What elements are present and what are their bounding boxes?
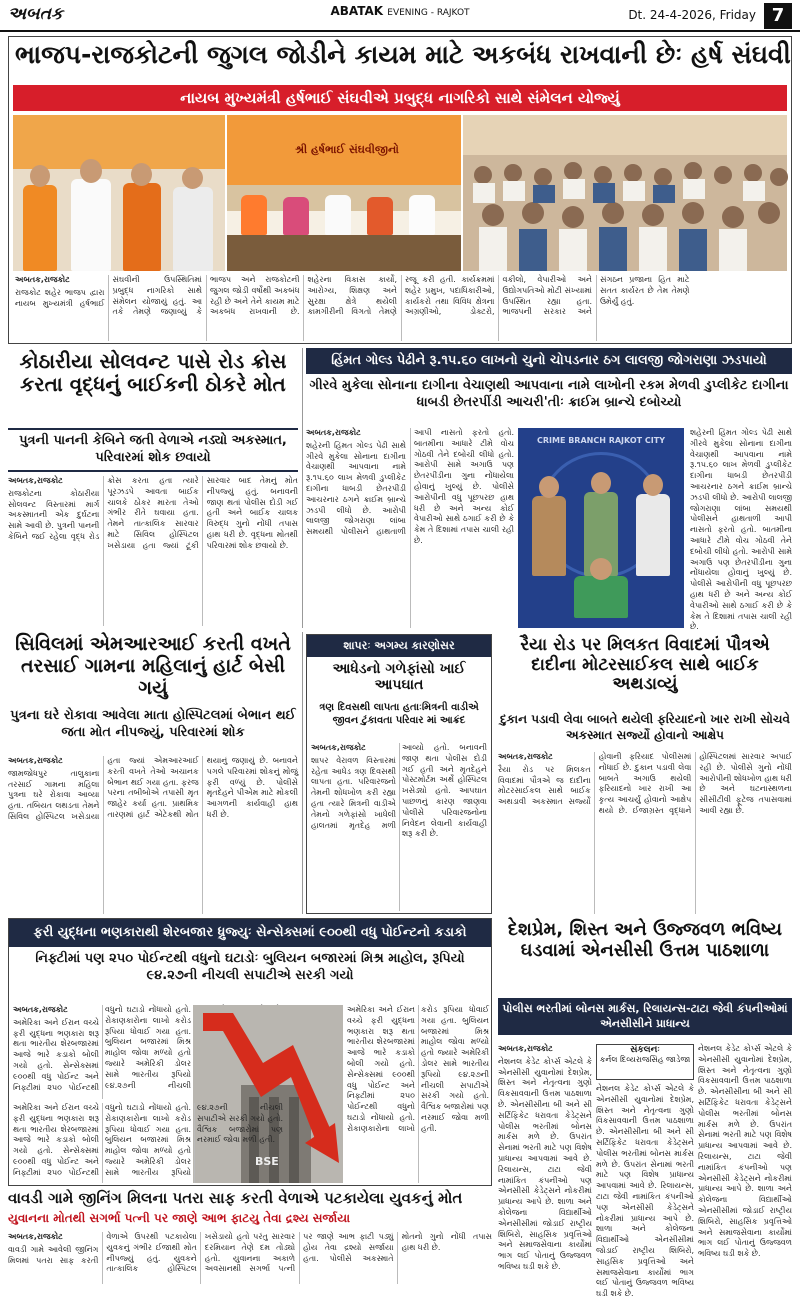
gold-headline: હિંમત ગોલ્ડ પેઢીને રૂ.૧૫.૬૦ લાખનો ચુનો ચોપડનાર ઠગ લાલજી જોગરાણા ઝડપાયો [306,348,792,374]
market-subhead: નિફ્ટીમાં પણ ૨૫૦ પોઈન્ટથી વધુનો ઘટાડોઃ બુલિયન બજારમાં મિશ્ર માહોલ, રૂપિયો ૯૪.૨૭ની નીચલી સપાટીએ સરકી ગયો [35,951,465,983]
shapar-subhead: ત્રણ દિવસથી લાપતા હતાઃમિત્રની વાડીએ જીવન ટુંકાવતા પરિવાર માં આક્રંદ [319,702,479,726]
lead-photo-felicitation [13,115,225,271]
stage-banner-text: શ્રી હર્ષભાઈ સંઘવીજીનો [295,143,399,156]
ncc-body-right [698,1044,792,1282]
civil-subhead: પુત્રના ઘરે રોકાવા આવેલા માતા હોસ્પિટલમાં બેભાન થઈ જતા મોત નીપજ્યું, પરિવારમાં શોક [10,708,296,740]
lead-story [8,36,792,344]
market-body-continued [347,1005,489,1183]
newspaper-logo: અબતક [8,4,63,24]
gold-byline: અબતક,રાજકોટ [306,428,361,437]
audience-crowd [463,115,787,271]
story-shapar [306,634,492,914]
gold-body-text-2: શહેરની હિંમત ગોલ્ડ પેઢી સાથે ગીરવે મુકેલા સોનાના દાગીના વેચાણથી આપવાના નામે રૂ.૧૫.૬૦ લાખ મેળવી ડુપ્લીકેટ દાગીના ધાબડી છેતરપીંડી આચરનાર ઠગને ક્રાઈમ બ્રાન્ચે ઝડપી લીધો છે. આરોપી લાલજી જોગરાણા લાંબા સમયથી પોલીસને હાથતાળી આપી નાસતો ફરતો હતો. બાતમીના આધારે ટીમે વોચ ગોઠવી તેને દબોચી લીધો હતો. આરોપી સામે અગાઉ પણ છેતરપીંડીના ગુના નોંધાયેલા હોવાનું ખુલ્યું છે. પોલીસે આરોપીની વધુ પૂછપરછ હાથ ધરી છે અને અન્ય કોઈ વેપારીઓ સાથે ઠગાઈ કરી છે કે કેમ તે દિશામાં તપાસ ચાલી રહી છે. [690,428,792,632]
gold-body [306,428,514,628]
civil-headline: સિવિલમાં એમઆરઆઈ કરતી વખતે તરસાઈ ગામના મહિલાનું હાર્ટ બેસી ગયું [15,633,291,699]
lead-body-text: રાજકોટ શહેર ભાજપ દ્વારા નાયબ મુખ્યમંત્રી હર્ષભાઈ સંઘવીની ઉપસ્થિતિમાં પ્રબુદ્ધ નાગરિકો સાથે સંમેલન યોજાયું હતું. આ તકે તેમણે જણાવ્યું કે ભાજપ અને રાજકોટની જુગલ જોડી વર્ષોથી અકબંધ રહી છે અને તેને કાયમ માટે અકબંધ રાખવાની છે. શહેરના વિકાસ કાર્યો, આરોગ્ય, શિક્ષણ અને સુરક્ષા ક્ષેત્રે થયેલી કામગીરીની વિગતો તેમણે રજૂ કરી હતી. કાર્યક્રમમાં શહેર પ્રમુખ, પદાધિકારીઓ, કાર્યકરો તથા વિવિધ ક્ષેત્રના અગ્રણીઓ, ડોક્ટરો, વકીલો, વેપારીઓ અને ઉદ્યોગપતિઓ મોટી સંખ્યામાં ઉપસ્થિત રહ્યા હતા. ભાજપની સરકાર અને સંગઠન પ્રજાના હિત માટે સતત કાર્યરત છે તેમ તેમણે ઉમેર્યું હતું. [15,275,690,317]
column-divider [302,632,303,914]
story-raiya-road [498,634,792,914]
lead-photo-audience [463,115,787,271]
ncc-body-text-2: નેશનલ કેડેટ કોર્પ્સ એટલે કે એનસીસી યુવાનોમાં દેશપ્રેમ, શિસ્ત અને નેતૃત્વના ગુણો વિકસાવવાની ઉત્તમ પાઠશાળા છે. એનસીસીના બી અને સી સર્ટિફિકેટ ધરાવતા કેડેટ્સને પોલીસ ભરતીમાં બોનસ માર્કસ મળે છે. ઉપરાંત સેનામાં ભરતી માટે પણ વિશેષ પ્રાધાન્ય આપવામાં આવે છે. રિલાયન્સ, ટાટા જેવી નામાંકિત કંપનીઓ પણ એનસીસી કેડેટ્સને નોકરીમાં પ્રાધાન્ય આપે છે. શાળા અને કોલેજના વિદ્યાર્થીઓ એનસીસીમાં જોડાઈ રાષ્ટ્રીય શિબિરો, સાહસિક પ્રવૃત્તિઓ અને સમાજસેવાના કાર્યોમાં ભાગ લઈ પોતાનું ઉજ્જવળ ભવિષ્ય ઘડી શકે છે. [596,1084,694,1299]
shapar-body-text: શાપર વેરાવળ વિસ્તારમાં રહેતા આધેડ ત્રણ દિવસથી લાપતા હતા. પરિવારજનો તેમની શોધખોળ કરી રહ્યા હતા ત્યારે મિત્રની વાડીએ તેમનો ગળેફાંસો ખાધેલી હાલતમાં મૃતદેહ મળી આવ્યો હતો. બનાવની જાણ થતા પોલીસ દોડી ગઈ હતી અને મૃતદેહને પોસ્ટમોર્ટમ અર્થે હોસ્પિટલ ખસેડ્યો હતો. આપઘાત પાછળનું કારણ જાણવા પોલીસે પરિવારજનોના નિવેદન લેવાની કાર્યવાહી શરૂ કરી છે. [311,743,487,839]
kothariya-headline: કોઠારીયા સોલવન્ટ પાસે રોડ ક્રોસ કરતા વૃદ્ધનું બાઈકની ઠોકરે મોત [19,349,287,396]
photo-backdrop [13,115,225,169]
vavdi-body-text: વાવડી ગામે આવેલી જીનિંગ મિલમાં પતરા સાફ કરતી વેળાએ ઉપરથી પટકાયેલા યુવકનું ગંભીર ઈજાથી મોત નીપજ્યું હતું. યુવકને તાત્કાલિક હોસ્પિટલ ખસેડાયો હતો પરંતુ સારવાર દરમિયાન તેણે દમ તોડ્યો હતો. યુવાનના અકાળે અવસાનથી સગર્ભા પત્ની પર જાણે આભ ફાટી પડ્યું હોય તેવા દ્રશ્યો સર્જાયા હતા. પોલીસે અકસ્માતે મોતનો ગુનો નોંધી તપાસ હાથ ધરી છે. [8,1232,492,1274]
vavdi-byline: અબતક,રાજકોટ [8,1232,63,1241]
vavdi-body [8,1232,492,1284]
market-headline: ફરી યુદ્ધના ભણકારાથી શેરબજાર ધ્રુજ્યુઃ સેન્સેક્સમાં ૯૦૦થી વધુ પોઈન્ટનો કડાકો [9,919,491,947]
story-vavdi [8,1190,492,1286]
civil-body-text: જામજોધપુર તાલુકાના તરસાઈ ગામના મહિલા પુત્રના ઘરે રોકાવા આવ્યા હતા. તબિયત લથડતા તેમને સિવિલ હોસ્પિટલ ખસેડાયા હતા જ્યાં એમઆરઆઈ કરતી વખતે તેઓ અચાનક બેભાન થઈ ગયા હતા. ફરજ પરના તબીબોએ તપાસી મૃત જાહેર કર્યા હતા. પ્રાથમિક તારણમાં હાર્ટ એટેકથી મોત થયાનું જણાયું છે. બનાવને પગલે પરિવારમાં શોકનું મોજું ફરી વળ્યું છે. પોલીસે મૃતદેહને પીએમ માટે મોકલી આગળની કાર્યવાહી હાથ ધરી છે. [8,756,298,821]
kothariya-byline: અબતક,રાજકોટ [8,476,63,485]
dateline: Dt. 24-4-2026, Friday [628,8,756,22]
story-stock-market [8,918,492,1186]
masthead [300,4,500,18]
crime-branch-sign: CRIME BRANCH RAJKOT CITY [536,436,666,445]
kothariya-subhead: પુત્રની પાનની કેબિને જતી વેળાએ નડ્યો અકસ્માત, પરિવારમાં શોક છવાયો [8,428,298,472]
ncc-body-middle [596,1084,694,1299]
lead-photo-stage [227,115,461,271]
civil-body [8,756,298,914]
shapar-headline: આધેડનો ગળેફાંસો ખાઈ આપઘાત [332,661,466,694]
shapar-kicker: શાપરઃ અગમ્ય કારણોસર [307,635,491,657]
gold-body-text: શહેરની હિંમત ગોલ્ડ પેઢી સાથે ગીરવે મુકેલા સોનાના દાગીના વેચાણથી આપવાના નામે રૂ.૧૫.૬૦ લાખ મેળવી ડુપ્લીકેટ દાગીના ધાબડી છેતરપીંડી આચરનાર ઠગને ક્રાઈમ બ્રાન્ચે ઝડપી લીધો છે. આરોપી લાલજી જોગરાણા લાંબા સમયથી પોલીસને હાથતાળી આપી નાસતો ફરતો હતો. બાતમીના આધારે ટીમે વોચ ગોઠવી તેને દબોચી લીધો હતો. આરોપી સામે અગાઉ પણ છેતરપીંડીના ગુના નોંધાયેલા હોવાનું ખુલ્યું છે. પોલીસે આરોપીની વધુ પૂછપરછ હાથ ધરી છે અને અન્ય કોઈ વેપારીઓ સાથે ઠગાઈ કરી છે કે કેમ તે દિશામાં તપાસ ચાલી રહી છે. [306,428,514,545]
raiya-headline: રૈયા રોડ પર મિલકત વિવાદમાં પૌત્રએ દાદીના મોટરસાઈકલ સાથે બાઈક અથડાવ્યું [520,635,770,695]
ncc-credit-box [596,1044,694,1080]
shapar-body [311,743,487,911]
gold-photo-accused [518,428,684,628]
ncc-body-text-3: નેશનલ કેડેટ કોર્પ્સ એટલે કે એનસીસી યુવાનોમાં દેશપ્રેમ, શિસ્ત અને નેતૃત્વના ગુણો વિકસાવવાની ઉત્તમ પાઠશાળા છે. એનસીસીના બી અને સી સર્ટિફિકેટ ધરાવતા કેડેટ્સને પોલીસ ભરતીમાં બોનસ માર્કસ મળે છે. ઉપરાંત સેનામાં ભરતી માટે પણ વિશેષ પ્રાધાન્ય આપવામાં આવે છે. રિલાયન્સ, ટાટા જેવી નામાંકિત કંપનીઓ પણ એનસીસી કેડેટ્સને નોકરીમાં પ્રાધાન્ય આપે છે. શાળા અને કોલેજના વિદ્યાર્થીઓ એનસીસીમાં જોડાઈ રાષ્ટ્રીય શિબિરો, સાહસિક પ્રવૃત્તિઓ અને સમાજસેવાના કાર્યોમાં ભાગ લઈ પોતાનું ઉજ્જવળ ભવિષ્ય ઘડી શકે છે. [698,1044,792,1259]
raiya-body-text: રૈયા રોડ પર મિલકત વિવાદમાં પૌત્રએ જ દાદીના મોટરસાઈકલ સાથે બાઈક અથડાવી અકસ્માત સર્જ્યો હોવાની ફરિયાદ પોલીસમાં નોંધાઈ છે. દુકાન પડાવી લેવા બાબતે અગાઉ થયેલી ફરિયાદનો ખાર રાખી આ કૃત્ય આચર્યું હોવાનો આક્ષેપ થયો છે. ઈજાગ્રસ્ત વૃદ્ધાને હોસ્પિટલમાં સારવાર અપાઈ રહી છે. પોલીસે ગુનો નોંધી આરોપીની શોધખોળ હાથ ધરી છે અને ઘટનાસ્થળના સીસીટીવી ફૂટેજ તપાસવામાં આવી રહ્યા છે. [498,752,792,815]
kothariya-body-text: રાજકોટના કોઠારીયા સોલવન્ટ વિસ્તારમાં માર્ગ અકસ્માતની એક દુર્ઘટના સામે આવી છે. પુત્રની પાનની કેબિને જઈ રહેલા વૃદ્ધ રોડ ક્રોસ કરતા હતા ત્યારે પૂરઝડપે આવતા બાઈક ચાલકે ઠોકર મારતા તેઓ ગંભીર રીતે ઘવાયા હતા. તેમને તાત્કાલિક સારવાર માટે સિવિલ હોસ્પિટલ ખસેડાયા હતા જ્યાં ટૂંકી સારવાર બાદ તેમનું મોત નીપજ્યું હતું. બનાવની જાણ થતાં પોલીસ દોડી ગઈ હતી અને બાઈક ચાલક વિરુદ્ધ ગુનો નોંધી તપાસ હાથ ધરી છે. વૃદ્ધના મોતથી પરિવારમાં શોક છવાયો છે. [8,476,298,550]
raiya-subhead: દુકાન પડાવી લેવા બાબતે થયેલી ફરિયાદનો ખાર રાખી સોચવે અકસ્માત સર્જ્યો હોવાનો આક્ષેપ [499,712,791,742]
gold-subhead: ગીરવે મુકેલા સોનાના દાગીના વેચાણથી આપવાના નામે લાખોની રકમ મેળવી ડુપ્લીકેટ દાગીના ધાબડી છેતરપીંડી આચરી'તીઃ ક્રાઈમ બ્રાન્ચે દબોચ્યો [309,378,789,410]
civil-byline: અબતક,રાજકોટ [8,756,63,765]
shapar-byline: અબતક,રાજકોટ [311,743,366,752]
story-gold-fraud [306,348,792,632]
column-divider [302,348,303,628]
gold-body-continued [690,428,792,632]
page-header [0,0,800,32]
vavdi-subhead: યુવાનના મોતથી સગર્ભા પત્ની પર જાણે આભ ફાટયુ તેવા દ્રશ્ય સર્જાયા [8,1211,351,1225]
ncc-subhead: પોલીસ ભરતીમાં બોનસ માર્કસ, રિલાયન્સ-ટાટા જેવી કંપનીઓમાં એનસીસીને પ્રાધાન્ય [498,998,792,1035]
masthead-title: ABATAK [330,4,384,18]
story-civil-mri [8,632,298,914]
market-body-text: અમેરિકા અને ઈરાન વચ્ચે ફરી યુદ્ધના ભણકારા શરૂ થતા ભારતીય શેરબજારમાં આજે ભારે કડાકો બોલી ગયો હતો. સેન્સેક્સમાં ૯૦૦થી વધુ પોઈન્ટ અને નિફ્ટીમાં ૨૫૦ પોઈન્ટથી વધુનો ઘટાડો નોંધાયો હતો. રોકાણકારોના લાખો કરોડ રૂપિયા ધોવાઈ ગયા હતા. બુલિયન બજારમાં મિશ્ર માહોલ જોવા મળ્યો હતો જ્યારે અમેરિકી ડોલર સામે ભારતીય રૂપિયો ૯૪.૨૭ની નીચલી [13,1005,191,1092]
kothariya-body [8,476,298,626]
story-ncc [498,918,792,1299]
market-body-text-3: અમેરિકા અને ઈરાન વચ્ચે ફરી યુદ્ધના ભણકારા શરૂ થતા ભારતીય શેરબજારમાં આજે ભારે કડાકો બોલી ગયો હતો. સેન્સેક્સમાં ૯૦૦થી વધુ પોઈન્ટ અને નિફ્ટીમાં ૨૫૦ પોઈન્ટથી વધુનો ઘટાડો નોંધાયો હતો. રોકાણકારોના લાખો કરોડ રૂપિયા ધોવાઈ ગયા હતા. બુલિયન બજારમાં મિશ્ર માહોલ જોવા મળ્યો હતો જ્યારે અમેરિકી ડોલર સામે ભારતીય રૂપિયો ૯૪.૨૭ની નીચલી સપાટીએ સરકી ગયો હતો. વૈશ્વિક બજારોમાં પણ નરમાઈ જોવા મળી હતી. [13,1103,283,1177]
lead-headline: ભાજપ-રાજકોટની જુગલ જોડીને કાયમ માટે અકબંધ રાખવાની છેઃ હર્ષ સંઘવી [15,40,791,69]
lead-subhead: નાયબ મુખ્યમંત્રી હર્ષભાઈ સંઘવીએ પ્રબુદ્ધ નાગરિકો સાથે સંમેલન યોજ્યું [13,85,787,111]
ncc-body [498,1044,592,1282]
market-graphic [193,1005,343,1183]
ncc-body-text: નેશનલ કેડેટ કોર્પ્સ એટલે કે એનસીસી યુવાનોમાં દેશપ્રેમ, શિસ્ત અને નેતૃત્વના ગુણો વિકસાવવાની ઉત્તમ પાઠશાળા છે. એનસીસીના બી અને સી સર્ટિફિકેટ ધરાવતા કેડેટ્સને પોલીસ ભરતીમાં બોનસ માર્કસ મળે છે. ઉપરાંત સેનામાં ભરતી માટે પણ વિશેષ પ્રાધાન્ય આપવામાં આવે છે. રિલાયન્સ, ટાટા જેવી નામાંકિત કંપનીઓ પણ એનસીસી કેડેટ્સને નોકરીમાં પ્રાધાન્ય આપે છે. શાળા અને કોલેજના વિદ્યાર્થીઓ એનસીસીમાં જોડાઈ રાષ્ટ્રીય શિબિરો, સાહસિક પ્રવૃત્તિઓ અને સમાજસેવાના કાર્યોમાં ભાગ લઈ પોતાનું ઉજ્જવળ ભવિષ્ય ઘડી શકે છે. [498,1056,592,1271]
masthead-edition: EVENING - RAJKOT [387,8,470,18]
page-number: 7 [764,3,792,29]
ncc-headline: દેશપ્રેમ, શિસ્ત અને ઉજ્જવળ ભવિષ્ય ઘડવામાં એનસીસી ઉત્તમ પાઠશાળા [507,919,783,961]
ncc-byline: અબતક,રાજકોટ [498,1044,553,1053]
raiya-byline: અબતક,રાજકોટ [498,752,553,761]
market-body [13,1005,191,1099]
story-kothariya [8,348,298,626]
ncc-credit-title: સંકલનઃ [630,1045,660,1055]
lead-body [15,275,787,341]
raiya-body [498,752,792,914]
market-body-text-2: અમેરિકા અને ઈરાન વચ્ચે ફરી યુદ્ધના ભણકારા શરૂ થતા ભારતીય શેરબજારમાં આજે ભારે કડાકો બોલી ગયો હતો. સેન્સેક્સમાં ૯૦૦થી વધુ પોઈન્ટ અને નિફ્ટીમાં ૨૫૦ પોઈન્ટથી વધુનો ઘટાડો નોંધાયો હતો. રોકાણકારોના લાખો કરોડ રૂપિયા ધોવાઈ ગયા હતા. બુલિયન બજારમાં મિશ્ર માહોલ જોવા મળ્યો હતો જ્યારે અમેરિકી ડોલર સામે ભારતીય રૂપિયો ૯૪.૨૭ની નીચલી સપાટીએ સરકી ગયો હતો. વૈશ્વિક બજારોમાં પણ નરમાઈ જોવા મળી હતી. [347,1005,489,1133]
lead-byline: અબતક,રાજકોટ [15,275,70,284]
ncc-credit-name: કર્નલ દિવ્યરાજસિંહ જાડેજા [599,1055,691,1064]
market-byline: અબતક,રાજકોટ [13,1005,68,1014]
vavdi-headline: વાવડી ગામે જીનિંગ મિલના પતરા સાફ કરતી વેળાએ પટકાયેલા યુવકનું મોત [8,1189,463,1207]
bse-label: BSE [255,1155,279,1168]
